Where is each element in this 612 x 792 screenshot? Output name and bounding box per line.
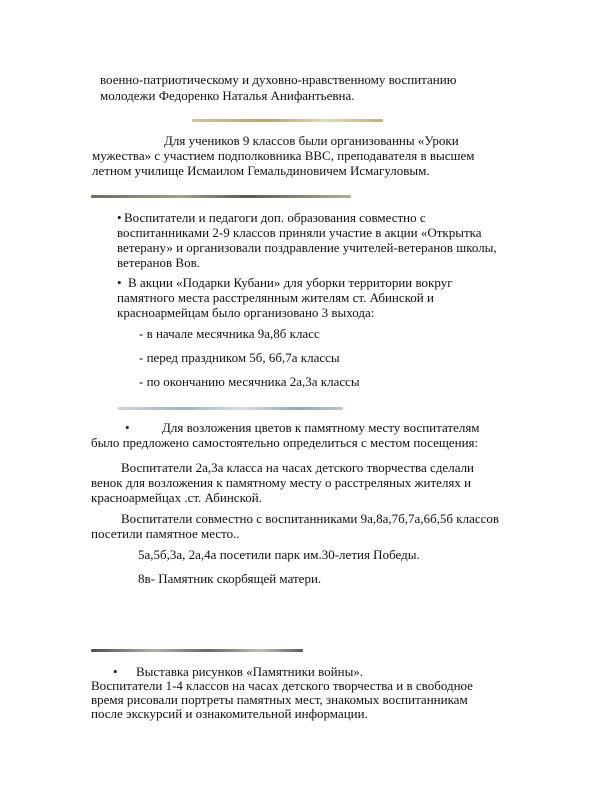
flowers-para2-line-2: посетили памятное место.. bbox=[91, 526, 240, 541]
gifts-line-1: В акции «Подарки Кубани» для уборки территории вокруг bbox=[128, 275, 453, 290]
exhibition-line-3: после экскурсий и ознакомительной информации. bbox=[91, 706, 368, 721]
greetings-line-3: ветерану» и организовали поздравление учителей-ветеранов школы, bbox=[117, 240, 497, 255]
flowers-line-2: было предложено самостоятельно определиться с местом посещения: bbox=[91, 435, 479, 450]
exhibition-bullet: • bbox=[113, 664, 118, 679]
photo-strip-2 bbox=[91, 195, 351, 198]
flowers-para2-line-1: Воспитатели совместно с воспитанниками 9а,8а,7б,7а,6б,5б классов bbox=[121, 511, 500, 526]
exhibition-line-2: время рисовали портреты памятных мест, знакомых воспитанникам bbox=[91, 692, 468, 707]
gifts-bullet: • bbox=[117, 275, 122, 290]
exhibition-line-1: Воспитатели 1-4 классов на часах детского творчества и в свободное bbox=[91, 678, 473, 693]
gifts-line-3: красноармейцам было организовано 3 выхода: bbox=[117, 305, 375, 320]
lessons-line-3: летном училище Исмаилом Гемальдиновичем Исмагуловым. bbox=[92, 163, 430, 178]
greetings-line-1: Воспитатели и педагоги доп. образования совместно с bbox=[124, 210, 426, 225]
intro-line-2: молодежи Федоренко Наталья Анифантьевна. bbox=[100, 88, 355, 103]
greetings-line-2: воспитанниками 2-9 классов приняли участие в акции «Открытка bbox=[117, 225, 482, 240]
flowers-para1-line-3: красноармейцах .ст. Абинской. bbox=[91, 490, 262, 505]
greetings-line-4: ветеранов Вов. bbox=[117, 255, 200, 270]
exhibition-title: Выставка рисунков «Памятники войны». bbox=[136, 664, 364, 679]
photo-strip-4 bbox=[91, 649, 303, 652]
flowers-para1-line-1: Воспитатели 2а,3а класса на часах детского творчества сделали bbox=[121, 460, 475, 475]
flowers-park: 5а,5б,3а, 2а,4а посетили парк им.30-летия Победы. bbox=[138, 547, 420, 562]
flowers-monument: 8в- Памятник скорбящей матери. bbox=[138, 571, 322, 586]
gifts-item-1: - в начале месячника 9а,8б класс bbox=[139, 326, 320, 341]
gifts-item-3: - по окончанию месячника 2а,3а классы bbox=[139, 374, 360, 389]
flowers-bullet: • bbox=[125, 420, 130, 435]
flowers-line-1: Для возложения цветов к памятному месту воспитателям bbox=[162, 420, 480, 435]
photo-strip-3 bbox=[118, 407, 343, 410]
gifts-line-2: памятного места расстрелянным жителям ст. Абинской и bbox=[117, 290, 434, 305]
gifts-item-2: - перед праздником 5б, 6б,7а классы bbox=[139, 350, 340, 365]
flowers-para1-line-2: венок для возложения к памятному месту о расстреляных жителях и bbox=[91, 475, 472, 490]
photo-strip-1 bbox=[192, 119, 383, 122]
lessons-line-1: Для учеников 9 классов были организованны «Уроки bbox=[164, 133, 459, 148]
intro-line-1: военно-патриотическому и духовно-нравственному воспитанию bbox=[100, 72, 457, 87]
greetings-bullet: • bbox=[117, 210, 122, 225]
lessons-line-2: мужества» с участием подполковника ВВС, преподавателя в высшем bbox=[92, 148, 475, 163]
